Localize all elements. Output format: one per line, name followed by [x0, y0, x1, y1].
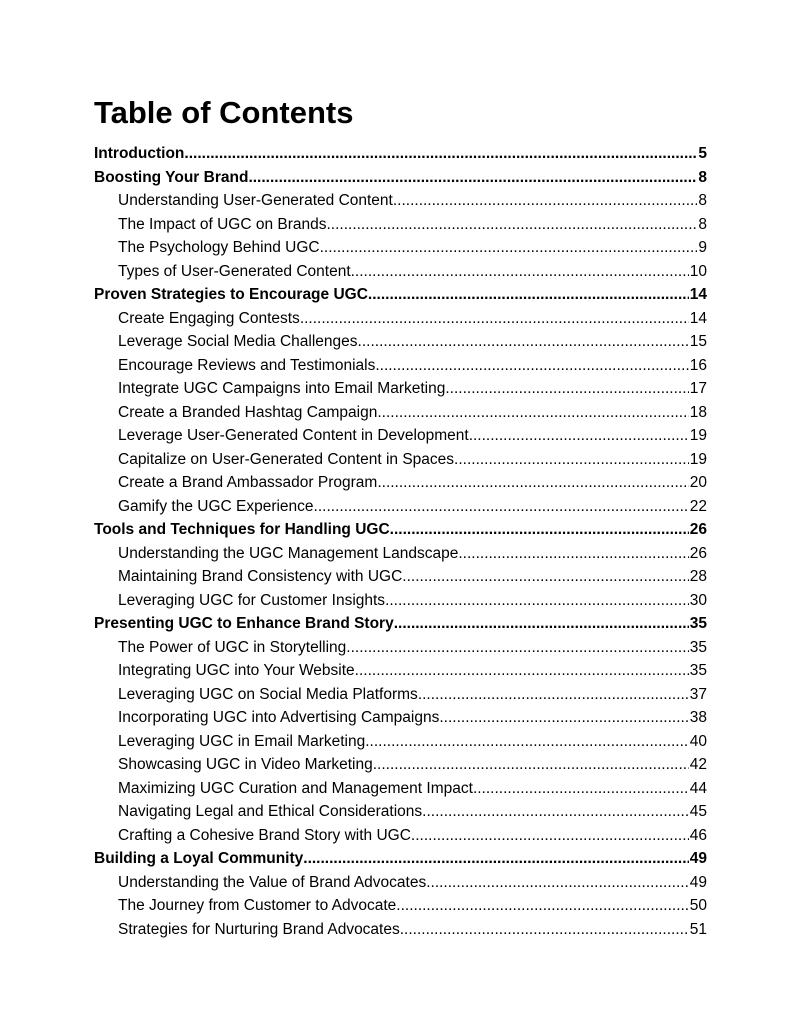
dot-leader: [373, 753, 689, 777]
toc-entry-label: Tools and Techniques for Handling UGC: [94, 521, 390, 538]
toc-section-entry[interactable]: [94, 847, 707, 871]
dot-leader: [351, 260, 689, 284]
toc-page-number: 30: [689, 591, 707, 609]
toc-page-number: 49: [689, 873, 707, 891]
toc-subsection-entry[interactable]: [94, 471, 707, 495]
toc-page-number: 5: [698, 145, 707, 162]
dot-leader: [320, 236, 698, 260]
dot-leader: [418, 683, 689, 707]
toc-entry-label: Types of User-Generated Content: [118, 262, 351, 280]
dot-leader: [248, 166, 697, 190]
dot-leader: [473, 777, 689, 801]
toc-entry-label: Strategies for Nurturing Brand Advocates: [118, 920, 400, 938]
toc-subsection-entry[interactable]: [94, 401, 707, 425]
dot-leader: [385, 589, 689, 613]
dot-leader: [422, 800, 689, 824]
toc-entry-label: Presenting UGC to Enhance Brand Story: [94, 615, 394, 632]
toc-subsection-entry[interactable]: [94, 636, 707, 660]
toc-entry-label: Integrating UGC into Your Website: [118, 662, 355, 679]
toc-subsection-entry[interactable]: [94, 894, 707, 918]
toc-entry-label: Leverage Social Media Challenges: [118, 333, 358, 350]
toc-subsection-entry[interactable]: [94, 730, 707, 754]
dot-leader: [454, 448, 689, 472]
toc-subsection-entry[interactable]: [94, 424, 707, 448]
toc-entry-label: Create a Brand Ambassador Program: [118, 474, 378, 491]
toc-page-number: 44: [689, 779, 707, 797]
toc-page-number: 8: [698, 215, 707, 233]
dot-leader: [377, 471, 688, 495]
toc-page-number: 17: [689, 380, 707, 397]
dot-leader: [390, 518, 689, 542]
toc-subsection-entry[interactable]: [94, 683, 707, 707]
toc-entry-label: Incorporating UGC into Advertising Campaigns: [118, 709, 440, 726]
toc-entry-label: Crafting a Cohesive Brand Story with UGC: [118, 826, 411, 844]
toc-page-number: 19: [689, 427, 707, 444]
dot-leader: [458, 542, 688, 566]
toc-subsection-entry[interactable]: [94, 565, 707, 589]
toc-entry-label: Leveraging UGC on Social Media Platforms: [118, 685, 418, 703]
toc-section-entry[interactable]: [94, 283, 707, 307]
toc-section-entry[interactable]: [94, 518, 707, 542]
toc-entry-label: The Impact of UGC on Brands: [118, 215, 327, 233]
toc-section-entry[interactable]: [94, 142, 707, 166]
toc-entry-label: Capitalize on User-Generated Content in Spaces: [118, 450, 455, 468]
toc-page-number: 28: [689, 568, 707, 585]
toc-subsection-entry[interactable]: [94, 824, 707, 848]
dot-leader: [358, 330, 689, 354]
toc-entry-label: Create Engaging Contests: [118, 309, 300, 327]
toc-page-number: 8: [698, 168, 707, 186]
dot-leader: [346, 636, 688, 660]
toc-entry-label: The Journey from Customer to Advocate: [118, 897, 397, 914]
toc-page-number: 20: [689, 474, 707, 491]
dot-leader: [368, 283, 689, 307]
toc-page-number: 40: [689, 732, 707, 750]
toc-page-number: 38: [689, 709, 707, 726]
toc-list: [94, 142, 707, 941]
toc-subsection-entry[interactable]: [94, 542, 707, 566]
dot-leader: [365, 730, 689, 754]
toc-page-number: 35: [689, 615, 707, 632]
toc-entry-label: Create a Branded Hashtag Campaign: [118, 403, 378, 421]
toc-entry-label: Maximizing UGC Curation and Management Impact: [118, 779, 473, 797]
toc-page-number: 16: [689, 356, 707, 374]
toc-subsection-entry[interactable]: [94, 236, 707, 260]
toc-entry-label: Gamify the UGC Experience: [118, 497, 314, 515]
dot-leader: [326, 213, 697, 237]
dot-leader: [184, 142, 697, 166]
toc-subsection-entry[interactable]: [94, 260, 707, 284]
dot-leader: [393, 189, 698, 213]
toc-page-number: 8: [698, 192, 707, 209]
toc-entry-label: Understanding the Value of Brand Advocates: [118, 873, 427, 891]
toc-entry-label: Building a Loyal Community: [94, 850, 304, 867]
toc-subsection-entry[interactable]: [94, 495, 707, 519]
toc-subsection-entry[interactable]: [94, 330, 707, 354]
dot-leader: [314, 495, 689, 519]
toc-subsection-entry[interactable]: [94, 871, 707, 895]
dot-leader: [377, 401, 688, 425]
toc-page-number: 35: [689, 662, 707, 679]
dot-leader: [400, 918, 689, 942]
toc-page-number: 50: [689, 897, 707, 914]
toc-subsection-entry[interactable]: [94, 706, 707, 730]
toc-entry-label: Integrate UGC Campaigns into Email Marketing: [118, 380, 446, 397]
toc-entry-label: Navigating Legal and Ethical Considerations: [118, 803, 423, 820]
dot-leader: [394, 612, 689, 636]
dot-leader: [300, 307, 689, 331]
toc-page-number: 37: [689, 685, 707, 703]
toc-page-number: 49: [689, 850, 707, 867]
dot-leader: [396, 894, 688, 918]
dot-leader: [411, 824, 689, 848]
toc-page-number: 19: [689, 450, 707, 468]
toc-subsection-entry[interactable]: [94, 800, 707, 824]
toc-page-number: 10: [689, 262, 707, 280]
dot-leader: [439, 706, 688, 730]
toc-subsection-entry[interactable]: [94, 589, 707, 613]
toc-subsection-entry[interactable]: [94, 918, 707, 942]
toc-entry-label: Encourage Reviews and Testimonials: [118, 356, 376, 374]
dot-leader: [375, 354, 688, 378]
toc-entry-label: Proven Strategies to Encourage UGC: [94, 286, 368, 303]
toc-subsection-entry[interactable]: [94, 659, 707, 683]
toc-entry-label: The Psychology Behind UGC: [118, 239, 320, 256]
toc-subsection-entry[interactable]: [94, 448, 707, 472]
toc-page-number: 51: [689, 920, 707, 938]
toc-entry-label: Showcasing UGC in Video Marketing: [118, 756, 373, 773]
page-title: Table of Contents: [94, 95, 354, 130]
toc-page-number: 15: [689, 333, 707, 350]
toc-page-number: 46: [689, 826, 707, 844]
toc-page-number: 9: [698, 239, 707, 256]
dot-leader: [402, 565, 688, 589]
toc-entry-label: Understanding the UGC Management Landscape: [118, 544, 459, 562]
toc-page-number: 26: [689, 544, 707, 562]
toc-page-number: 18: [689, 403, 707, 421]
toc-entry-label: Leveraging UGC for Customer Insights: [118, 591, 386, 609]
toc-page-number: 45: [689, 803, 707, 820]
toc-page-number: 35: [689, 638, 707, 656]
toc-page-number: 14: [689, 286, 707, 303]
toc-section-entry[interactable]: [94, 612, 707, 636]
toc-subsection-entry[interactable]: [94, 777, 707, 801]
toc-entry-label: Maintaining Brand Consistency with UGC: [118, 568, 403, 585]
toc-page-number: 26: [689, 521, 707, 538]
dot-leader: [426, 871, 689, 895]
dot-leader: [445, 377, 688, 401]
dot-leader: [303, 847, 688, 871]
toc-subsection-entry[interactable]: [94, 307, 707, 331]
toc-page-number: 42: [689, 756, 707, 773]
toc-entry-label: Boosting Your Brand: [94, 168, 249, 186]
toc-section-entry[interactable]: [94, 166, 707, 190]
dot-leader: [355, 659, 689, 683]
toc-subsection-entry[interactable]: [94, 753, 707, 777]
toc-entry-label: The Power of UGC in Storytelling: [118, 638, 347, 656]
toc-entry-label: Introduction: [94, 145, 185, 162]
toc-subsection-entry[interactable]: [94, 213, 707, 237]
toc-entry-label: Leveraging UGC in Email Marketing: [118, 732, 366, 750]
toc-subsection-entry[interactable]: [94, 377, 707, 401]
toc-page-number: 14: [689, 309, 707, 327]
toc-entry-label: Leverage User-Generated Content in Development: [118, 427, 469, 444]
dot-leader: [469, 424, 689, 448]
toc-entry-label: Understanding User-Generated Content: [118, 192, 393, 209]
toc-subsection-entry[interactable]: [94, 354, 707, 378]
toc-page-number: 22: [689, 497, 707, 515]
toc-subsection-entry[interactable]: [94, 189, 707, 213]
